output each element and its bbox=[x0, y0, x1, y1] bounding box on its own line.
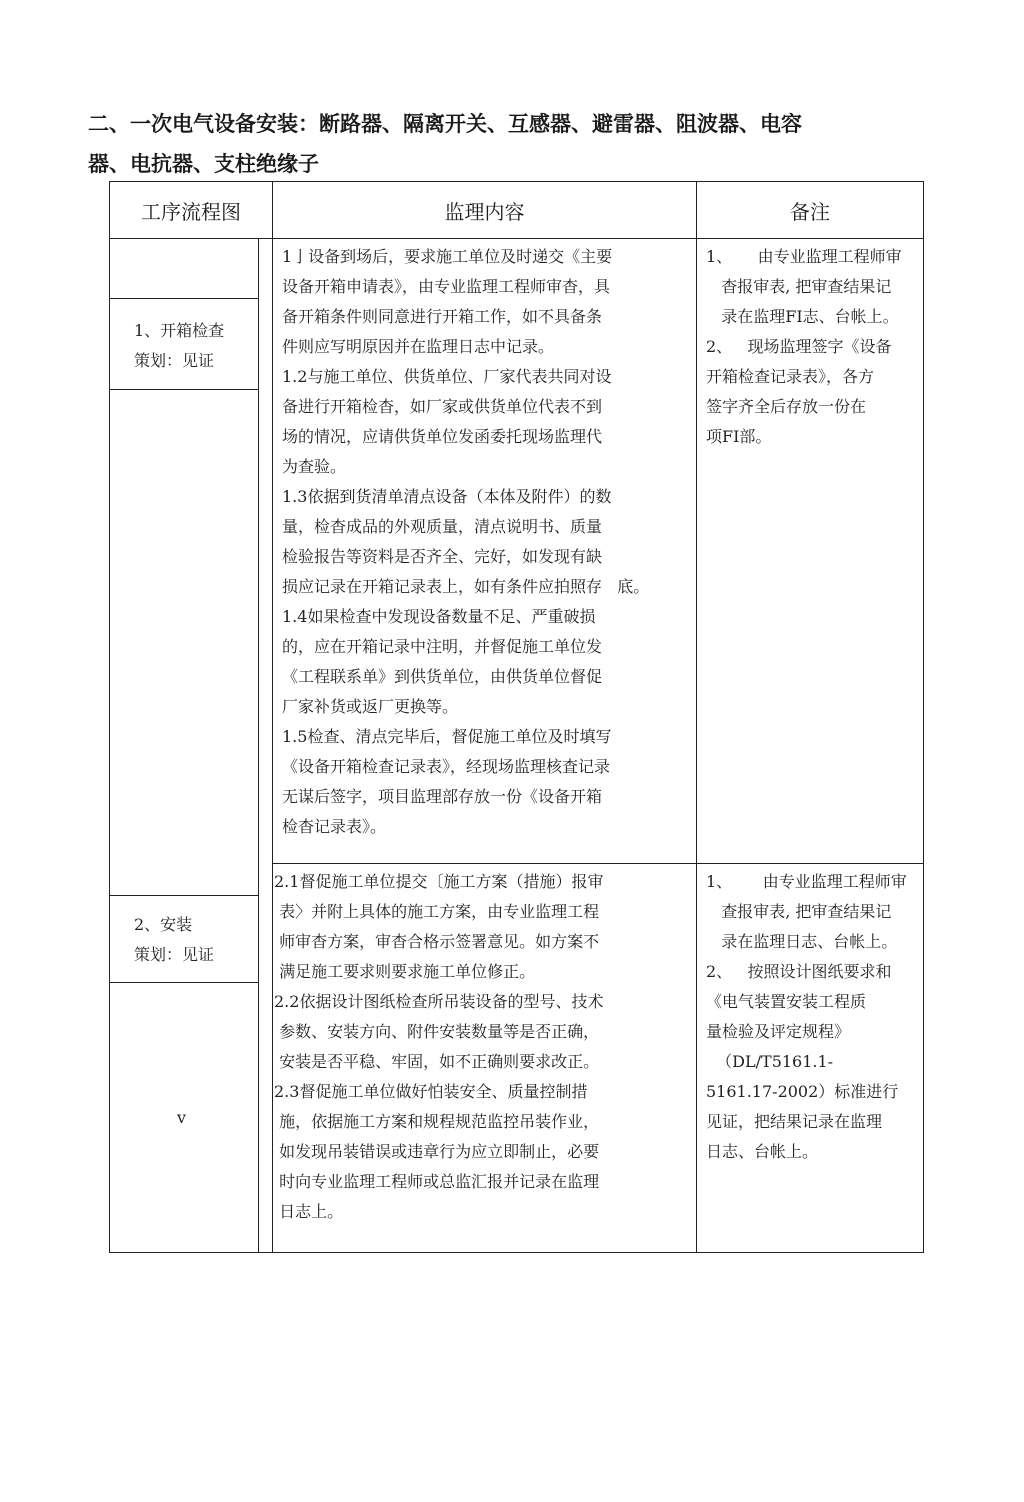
text-line: 项FI部。 bbox=[706, 427, 772, 446]
text-line: 的，应在开箱记录中注明，并督促施工单位发 bbox=[282, 637, 603, 656]
text-line: 《工程联系单》到供货单位，由供货单位督促 bbox=[282, 667, 603, 686]
text-line: 师审杳方案，审杳合格示签署意见。如方案不 bbox=[274, 932, 600, 951]
remarks-left-border bbox=[696, 181, 697, 1253]
text-line: 参数、安装方向、附件安装数量等是否正确， bbox=[274, 1022, 600, 1041]
text-line: 5161.17-2002）标准进行 bbox=[706, 1082, 899, 1101]
text-line: 2、 现场监理签字《设备 bbox=[706, 337, 892, 356]
text-line: 量，检杳成品的外观质量，清点说明书、质量 bbox=[282, 517, 603, 536]
text-line: 1、 由专业监理工程师审 bbox=[706, 247, 902, 266]
text-line: 开箱检查记录表》，各方 bbox=[706, 367, 875, 386]
text-line: 满足施工要求则要求施工单位修正。 bbox=[274, 962, 536, 981]
text-line: 无谋后签字，项目监理部存放一份《设备开箱 bbox=[282, 787, 603, 806]
content-left-border bbox=[272, 181, 273, 1253]
text-line: 1.4如果检查中发现设备数量不足、严重破损 bbox=[282, 607, 596, 626]
text-line: （DL/T5161.1- bbox=[706, 1052, 834, 1071]
text-line: 量检验及评定规程》 bbox=[706, 1022, 851, 1041]
step-plan: 策划：见证 bbox=[134, 351, 215, 370]
text-line: 《电气装置安装工程质 bbox=[706, 992, 867, 1011]
flow-inner-border bbox=[258, 238, 259, 1253]
text-line: 损应记录在开箱记录表上，如有条件应拍照存 底。 bbox=[282, 577, 650, 596]
header-supervision-content: 监理内容 bbox=[444, 199, 525, 224]
text-line: 杳报审表, 把审查结果记 bbox=[706, 277, 892, 296]
row-divider bbox=[272, 863, 924, 864]
heading-line-1: 二、一次电气设备安装：断路器、隔离开关、互感器、避雷器、阻波器、电容 bbox=[88, 112, 802, 136]
text-line: 为查验。 bbox=[282, 457, 347, 476]
text-line: 检验报告等资料是否齐全、完好，如发现有缺 bbox=[282, 547, 603, 566]
page-heading bbox=[88, 104, 948, 184]
flow-divider-2 bbox=[109, 389, 258, 390]
header-process-flow: 工序流程图 bbox=[141, 199, 241, 224]
flow-arrow-mark: v bbox=[177, 1108, 187, 1127]
heading-line-2: 器、电抗器、支柱绝缘子 bbox=[88, 152, 319, 176]
text-line: 1.5检查、清点完毕后，督促施工单位及时填写 bbox=[282, 727, 612, 746]
table-bottom-border bbox=[109, 1252, 924, 1253]
text-line: 2.2依据设计图纸检查所吊装设备的型号、技术 bbox=[274, 992, 604, 1011]
text-line: 1.2与施工单位、供货单位、厂家代表共同对设 bbox=[282, 367, 612, 386]
text-line: 备进行开箱检杳，如厂家或供货单位代表不到 bbox=[282, 397, 603, 416]
text-line: 设备开箱申请表》，由专业监理工程师审杳，具 bbox=[282, 277, 611, 296]
row1-remarks bbox=[706, 242, 902, 452]
text-line: 如发现吊装错误或违章行为应立即制止，必要 bbox=[274, 1142, 600, 1161]
table-left-border bbox=[109, 181, 110, 1253]
row2-supervision-content bbox=[274, 867, 603, 1227]
text-line: 见证，把结果记录在监理 bbox=[706, 1112, 883, 1131]
text-line: 备开箱条件则同意进行开箱工作，如不具备条 bbox=[282, 307, 603, 326]
header-bottom-border bbox=[109, 238, 924, 239]
step-name: 2、安装 bbox=[134, 915, 193, 934]
step-name: 1、开箱检查 bbox=[134, 321, 225, 340]
text-line: 检杳记录表》。 bbox=[282, 817, 387, 836]
flow-divider-1 bbox=[109, 298, 258, 299]
text-line: 2.1督促施工单位提交〔施工方案（措施）报审 bbox=[274, 872, 604, 891]
header-remarks: 备注 bbox=[790, 199, 830, 224]
text-line: 1亅设备到场后，要求施工单位及时递交《主要 bbox=[282, 247, 613, 266]
step-plan: 策划：见证 bbox=[134, 945, 215, 964]
text-line: 《设备开箱检查记录表》，经现场监理核査记录 bbox=[282, 757, 611, 776]
text-line: 件则应写明原因并在监理日志中记录。 bbox=[282, 337, 555, 356]
row1-supervision-content bbox=[282, 242, 649, 842]
step-installation bbox=[134, 910, 214, 970]
step-unpacking-inspection bbox=[134, 316, 224, 376]
row2-remarks bbox=[706, 867, 907, 1167]
text-line: 场的情况，应请供货单位发函委托现场监理代 bbox=[282, 427, 603, 446]
table-right-border bbox=[923, 181, 924, 1253]
text-line: 施，依据施工方案和规程规范监控吊装作业， bbox=[274, 1112, 600, 1131]
flow-divider-3 bbox=[109, 895, 258, 896]
flow-divider-4 bbox=[109, 982, 258, 983]
text-line: 2.3督促施工单位做好怕装安全、质量控制措 bbox=[274, 1082, 588, 1101]
text-line: 时向专业监理工程师或总监汇报并记录在监理 bbox=[274, 1172, 600, 1191]
text-line: 查报审表, 把审查结果记 bbox=[706, 902, 892, 921]
text-line: 2、 按照设计图纸要求和 bbox=[706, 962, 892, 981]
text-line: 厂家补货或返厂更换等。 bbox=[282, 697, 459, 716]
text-line: 表〉并附上具体的施工方案，由专业监理工程 bbox=[274, 902, 600, 921]
text-line: 安装是否平稳、牢固，如不正确则要求改正。 bbox=[274, 1052, 600, 1071]
text-line: 签字齐全后存放一份在 bbox=[706, 397, 867, 416]
text-line: 1.3依据到货清单清点设备（本体及附件）的数 bbox=[282, 487, 612, 506]
text-line: 录在监理日志、台帐上。 bbox=[706, 932, 898, 951]
text-line: 日志、台帐上。 bbox=[706, 1142, 819, 1161]
text-line: 1、 由专业监理工程师审 bbox=[706, 872, 907, 891]
text-line: 日志上。 bbox=[274, 1202, 344, 1221]
text-line: 录在监理FI志、台帐上。 bbox=[706, 307, 899, 326]
